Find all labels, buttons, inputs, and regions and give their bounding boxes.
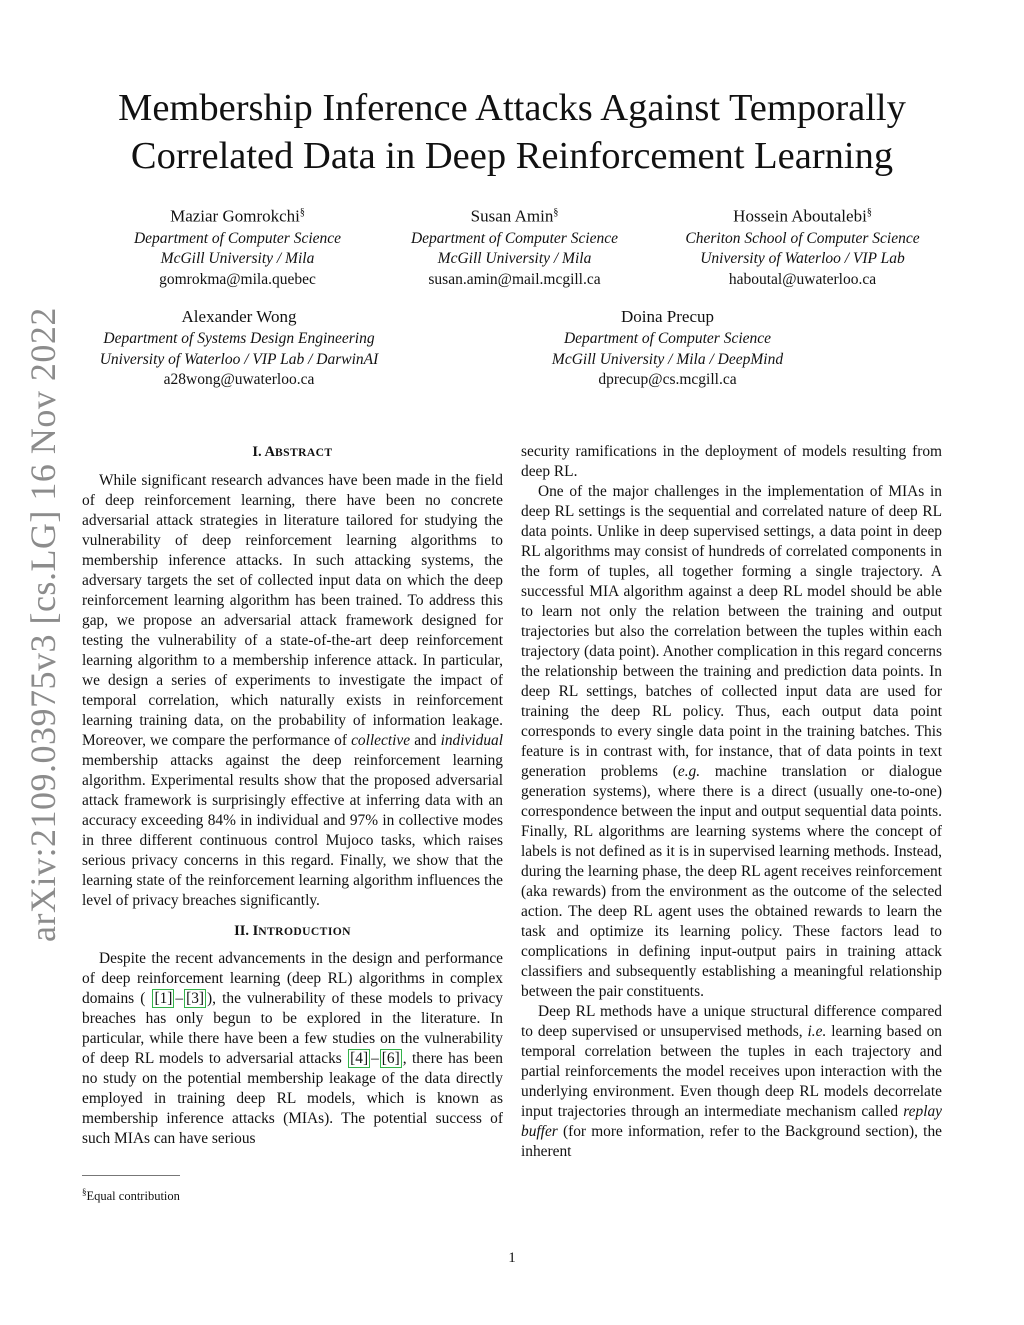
author-department: Department of Computer Science — [563, 330, 772, 347]
citation-link[interactable]: [3] — [186, 990, 205, 1007]
author-name: Doina Precup — [620, 307, 714, 326]
author-institution: McGill University / Mila / DeepMind — [551, 350, 784, 368]
arxiv-identifier-stamp: arXiv:2109.03975v3 [cs.LG] 16 Nov 2022 — [23, 307, 63, 942]
abstract-paragraph: While significant research advances have been made in the field of deep reinforcement learning, there have been no concrete adversarial attack strategies in literature tailored for studying the vulnerability of deep reinforcement learning algorithms to membership inference attacks. In such attacking systems, the adversary targets the set of collected input data on which the deep reinforcement learning algorithm has been trained. To address this gap, we propose an adversarial attack framework designed for testing the vulnerability of a state-of-the-art deep reinforcement learning algorithm to a membership inference attack. In particular, we design a series of experiments to investigate the impact of temporal correlation, which naturally exists in reinforcement learning training data, on the probability of information leakage. Moreover, we compare the performance of collective and individual membership attacks against the deep reinforcement learning algorithm. Experimental results show that the proposed adversarial attack framework is surprisingly effective at inferring data with an accuracy exceeding 84% in individual and 97% in collective modes in three different continuous control Mujoco tasks, which raises serious privacy concerns in this regard. Finally, we show that the learning state of the reinforcement learning algorithm influences the level of privacy breaches significantly. — [82, 472, 503, 909]
author-institution: University of Waterloo / VIP Lab / DarwinAI — [99, 350, 379, 368]
author-department: Department of Computer Science — [410, 229, 619, 247]
left-column — [82, 442, 503, 1149]
author-email: a28wong@uwaterloo.ca — [163, 371, 315, 388]
author-block-2 — [382, 201, 647, 290]
page-number: 1 — [508, 1250, 516, 1266]
author-name: Susan Amin§ — [470, 206, 559, 226]
author-name: Maziar Gomrokchi§ — [170, 206, 305, 226]
author-block-5 — [520, 305, 815, 391]
author-institution: McGill University / Mila — [160, 250, 315, 268]
intro-paragraph-1: Despite the recent advancements in the design and performance of deep reinforcement learning (deep RL) algorithms in complex domains ( [1] – [3] ), the vulnerability of these models to privacy breaches has only begun to be explored in the literature. In particular, while there have been a few studies on the vulnerability of deep RL models to adversarial attacks [4] – [6] , there has been no study on the potential membership leakage of the data directly employed in training deep RL models, which is known as membership inference attacks (MIAs). The potential success of such MIAs can have serious — [82, 950, 503, 1147]
abstract-heading: I. ABSTRACT — [252, 444, 333, 460]
author-name: Hossein Aboutalebi§ — [733, 206, 872, 226]
right-column — [521, 442, 942, 1162]
author-block-1 — [105, 201, 370, 290]
citation-link[interactable]: [4] — [350, 1050, 369, 1067]
intro-paragraph-2: One of the major challenges in the implementation of MIAs in deep RL settings is the sequential and correlated nature of deep RL data points. Unlike in deep supervised settings, a data point in deep RL algorithms may consist of hundreds of correlated components in the form of tuples, all together forming a single trajectory. A successful MIA algorithm against a deep RL model should be able to learn not only the relation between the training and output trajectories but also the correlation between the tuples within each trajectory (data point). Another complication in this regard concerns the relationship between the training and prediction data points. In deep RL settings, batches of collected input data are used for training the deep RL policy. Thus, each output data point corresponds to every single data point in the training batches. This feature is in contrast with, for instance, that of data points in text generation problems (e.g. machine translation or dialogue generation systems), where there is a direct (usually one-to-one) correspondence between the input and output sequential data points. Finally, RL algorithms are learning systems where the concept of labels is not defined as it is in supervised learning methods. Instead, during the learning phase, the deep RL agent receives reinforcement (aka rewards) from the environment as the outcome of the selected action. The deep RL agent uses the obtained rewards to learn the task and optimize its learning policy. These factors lead to complications in defining input-output pairs in training attack classifiers and subsequently establishing a meaningful relationship between the pair constituents. — [521, 483, 942, 1000]
author-block-3 — [665, 201, 940, 290]
author-department: Department of Systems Design Engineering — [103, 330, 375, 347]
author-institution: University of Waterloo / VIP Lab — [700, 250, 905, 268]
introduction-heading: II. INTRODUCTION — [234, 923, 351, 939]
intro-paragraph-1-continued: security ramifications in the deployment of models resulting from deep RL. — [521, 443, 942, 480]
footnote-rule — [82, 1175, 180, 1176]
citation-link[interactable]: [6] — [381, 1050, 400, 1067]
author-name: Alexander Wong — [181, 307, 297, 326]
paper-title: Membership Inference Attacks Against Temporally Correlated Data in Deep Reinforcement Learning — [118, 87, 906, 177]
footnote: §Equal contribution — [82, 1187, 180, 1204]
author-email: dprecup@cs.mcgill.ca — [598, 371, 737, 388]
author-email: gomrokma@mila.quebec — [159, 270, 316, 288]
author-email: susan.amin@mail.mcgill.ca — [428, 270, 601, 288]
author-institution: McGill University / Mila — [437, 250, 592, 268]
intro-paragraph-3: Deep RL methods have a unique structural difference compared to deep supervised or unsupervised methods, i.e. learning based on temporal correlation between the tuples in each trajectory and partial reinforcements the model receives upon interaction with the underlying environment. Even though deep RL models decorrelate input trajectories through an intermediate mechanism called replay buffer (for more information, refer to the Background section), the inherent — [521, 1003, 942, 1160]
author-department: Department of Computer Science — [133, 229, 342, 247]
citation-link[interactable]: [1] — [154, 990, 173, 1007]
author-email: haboutal@uwaterloo.ca — [728, 270, 877, 288]
author-department: Cheriton School of Computer Science — [685, 229, 920, 247]
author-block-4 — [80, 305, 398, 391]
